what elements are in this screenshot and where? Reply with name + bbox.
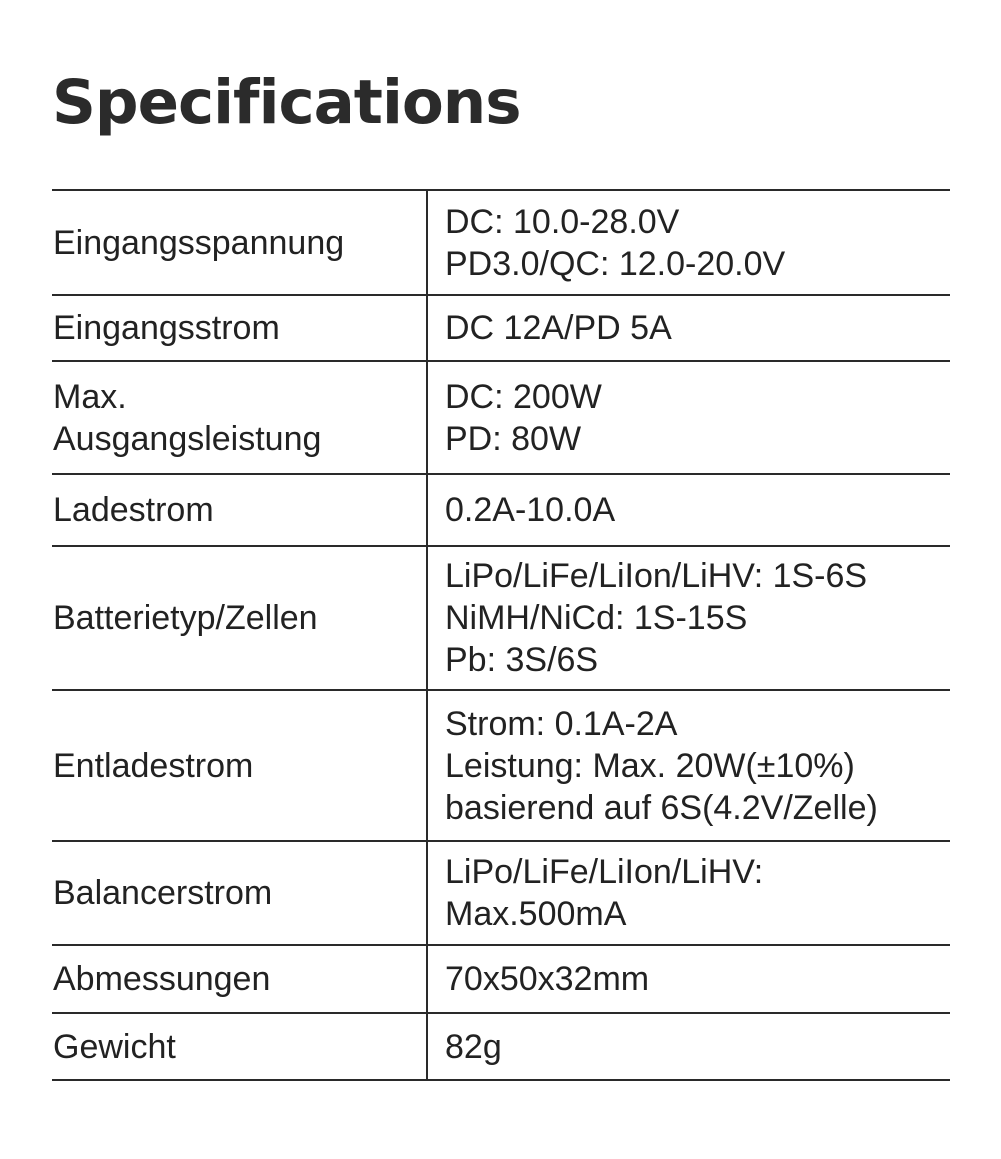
spec-row-dimensions [52,945,950,1013]
spec-value-line: basierend auf 6S(4.2V/Zelle) [445,788,878,827]
spec-label [52,295,427,361]
spec-label-line: Eingangsspannung [53,223,345,262]
spec-label [52,841,427,945]
spec-label [52,1013,427,1080]
spec-label [52,474,427,546]
spec-value-line: Leistung: Max. 20W(±10%) [445,746,855,785]
specifications-table [52,189,950,1081]
spec-value-line: LiPo/LiFe/LiIon/LiHV: 1S-6S [445,557,868,595]
spec-label [52,690,427,841]
spec-value-line: Max.500mA [445,895,627,933]
spec-row-charge-current [52,474,950,546]
spec-label [52,190,427,295]
spec-label [52,546,427,690]
spec-row-max-output-power [52,361,950,474]
spec-value-line: LiPo/LiFe/LiIon/LiHV: [445,853,764,891]
spec-label-line: Abmessungen [53,960,271,998]
spec-label-line: Batterietyp/Zellen [53,599,318,637]
spec-value-line: 70x50x32mm [445,960,650,998]
spec-value-line: PD3.0/QC: 12.0-20.0V [445,244,786,283]
spec-label-line: Entladestrom [53,746,254,785]
spec-row-input-voltage [52,190,950,295]
spec-value-line: Strom: 0.1A-2A [445,704,678,743]
spec-label [52,361,427,474]
spec-value-line: DC: 10.0-28.0V [445,202,680,241]
spec-value [427,474,950,546]
spec-value-line: NiMH/NiCd: 1S-15S [445,599,748,637]
spec-value-line: DC 12A/PD 5A [445,309,672,347]
spec-value [427,361,950,474]
spec-label-line: Balancerstrom [53,874,273,912]
spec-row-battery-type [52,546,950,690]
spec-value [427,841,950,945]
spec-label [52,945,427,1013]
spec-value [427,690,950,841]
spec-value [427,546,950,690]
spec-value-line: 0.2A-10.0A [445,491,616,529]
spec-label-line: Eingangsstrom [53,309,280,347]
spec-row-discharge-current [52,690,950,841]
spec-value-line: DC: 200W [445,377,602,416]
spec-row-weight [52,1013,950,1080]
spec-value-line: Pb: 3S/6S [445,641,599,679]
spec-label-line: Ausgangsleistung [53,419,322,458]
spec-value-line: PD: 80W [445,419,582,458]
spec-row-balancer-current [52,841,950,945]
spec-value-line: 82g [445,1027,502,1066]
page-title: Specifications [52,67,521,138]
spec-value [427,295,950,361]
spec-row-input-current [52,295,950,361]
spec-value [427,1013,950,1080]
spec-value [427,945,950,1013]
spec-value [427,190,950,295]
spec-label-line: Max. [53,377,127,416]
spec-label-line: Gewicht [53,1027,176,1066]
spec-label-line: Ladestrom [53,491,214,529]
